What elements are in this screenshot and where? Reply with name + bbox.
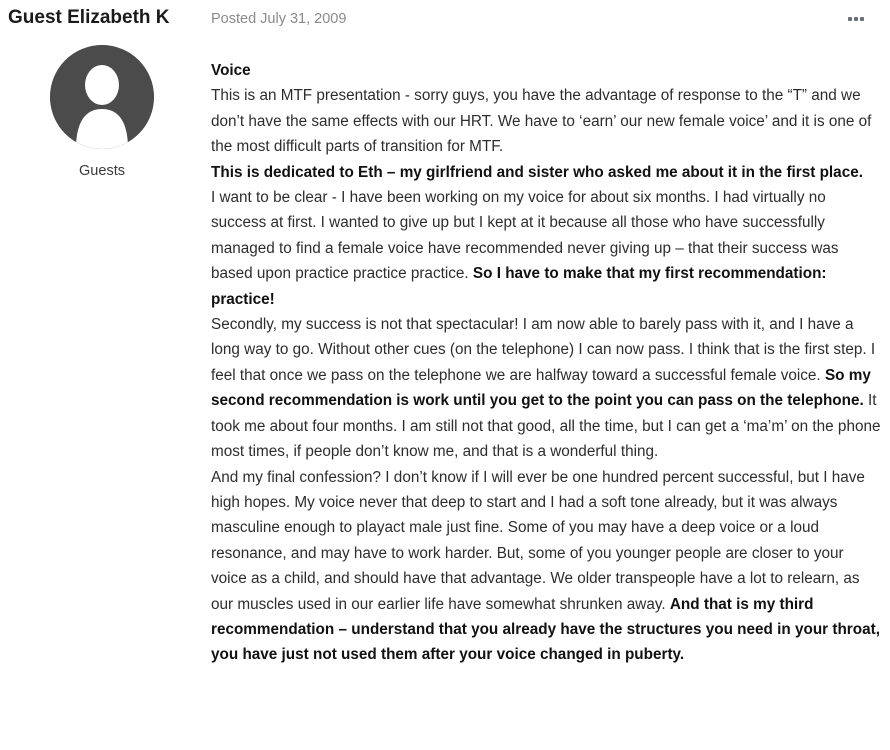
post-text: And my final confession? I don’t know if I will ever be one hundred percent successful, but I have high hopes. My voice never that deep to start and I had a soft tone already, but it was always masculine enough to playact male just fine. Some of you may have a deep voice or a loud resonance, and may have to work harder. But, some of you younger people are closer to your voice as a child, and should have that advantage. We older transpeople have a lot to relearn, as our muscles used in our earlier life have somewhat shrunken away. [211, 468, 865, 613]
post-recommendation: So my second recommendation is work until you get to the point you can pass on the telephone. [211, 366, 871, 410]
more-options-icon [848, 17, 852, 21]
author-name[interactable]: Guest Elizabeth K [8, 7, 170, 28]
more-options-icon-dot [860, 17, 864, 21]
post-date[interactable]: Posted July 31, 2009 [211, 11, 347, 27]
post-text: Secondly, my success is not that spectacular! I am now able to barely pass with it, and I have a long way to go. Without other cues (on the telephone) I can now pass. I think that is the first step. I feel that once we pass on the telephone we are halfway toward a successful female voice. [211, 316, 876, 384]
post-paragraph [211, 465, 881, 668]
post-text: It took me about four months. I am still not that good, all the time, but I can get a ‘ma’m’ on the phone most times, if people don’t know me, and that is a wonderful thing. [211, 392, 881, 461]
more-options-button[interactable] [843, 9, 869, 29]
post-recommendation: And that is my third recommendation – understand that you already have the structures you need in your throat, you have just not used them after your voice changed in puberty. [211, 595, 880, 664]
post-text: I want to be clear - I have been working on my voice for about six months. I had virtually no success at first. I wanted to give up but I kept at it because all those who have successfully managed to find a female voice have recommended never giving up – that their success was based upon practice practice practice. [211, 189, 839, 283]
avatar[interactable] [50, 45, 154, 149]
post-paragraph [211, 312, 881, 464]
post-paragraph: This is an MTF presentation - sorry guys, you have the advantage of response to the “T” and we don’t have the same effects with our HRT. We have to ‘earn’ our new female voice’ and it is one of the most difficult parts of transition for MTF. [211, 87, 872, 156]
more-options-icon-dot [854, 17, 858, 21]
default-user-avatar-icon [50, 45, 154, 149]
post-paragraph [211, 185, 881, 312]
post-title: Voice [211, 62, 251, 79]
post-body [211, 58, 881, 668]
post-dedication: This is dedicated to Eth – my girlfriend and sister who asked me about it in the first place. [211, 163, 863, 181]
post-recommendation: So I have to make that my first recommendation: practice! [211, 265, 827, 308]
member-group: Guests [79, 163, 125, 179]
